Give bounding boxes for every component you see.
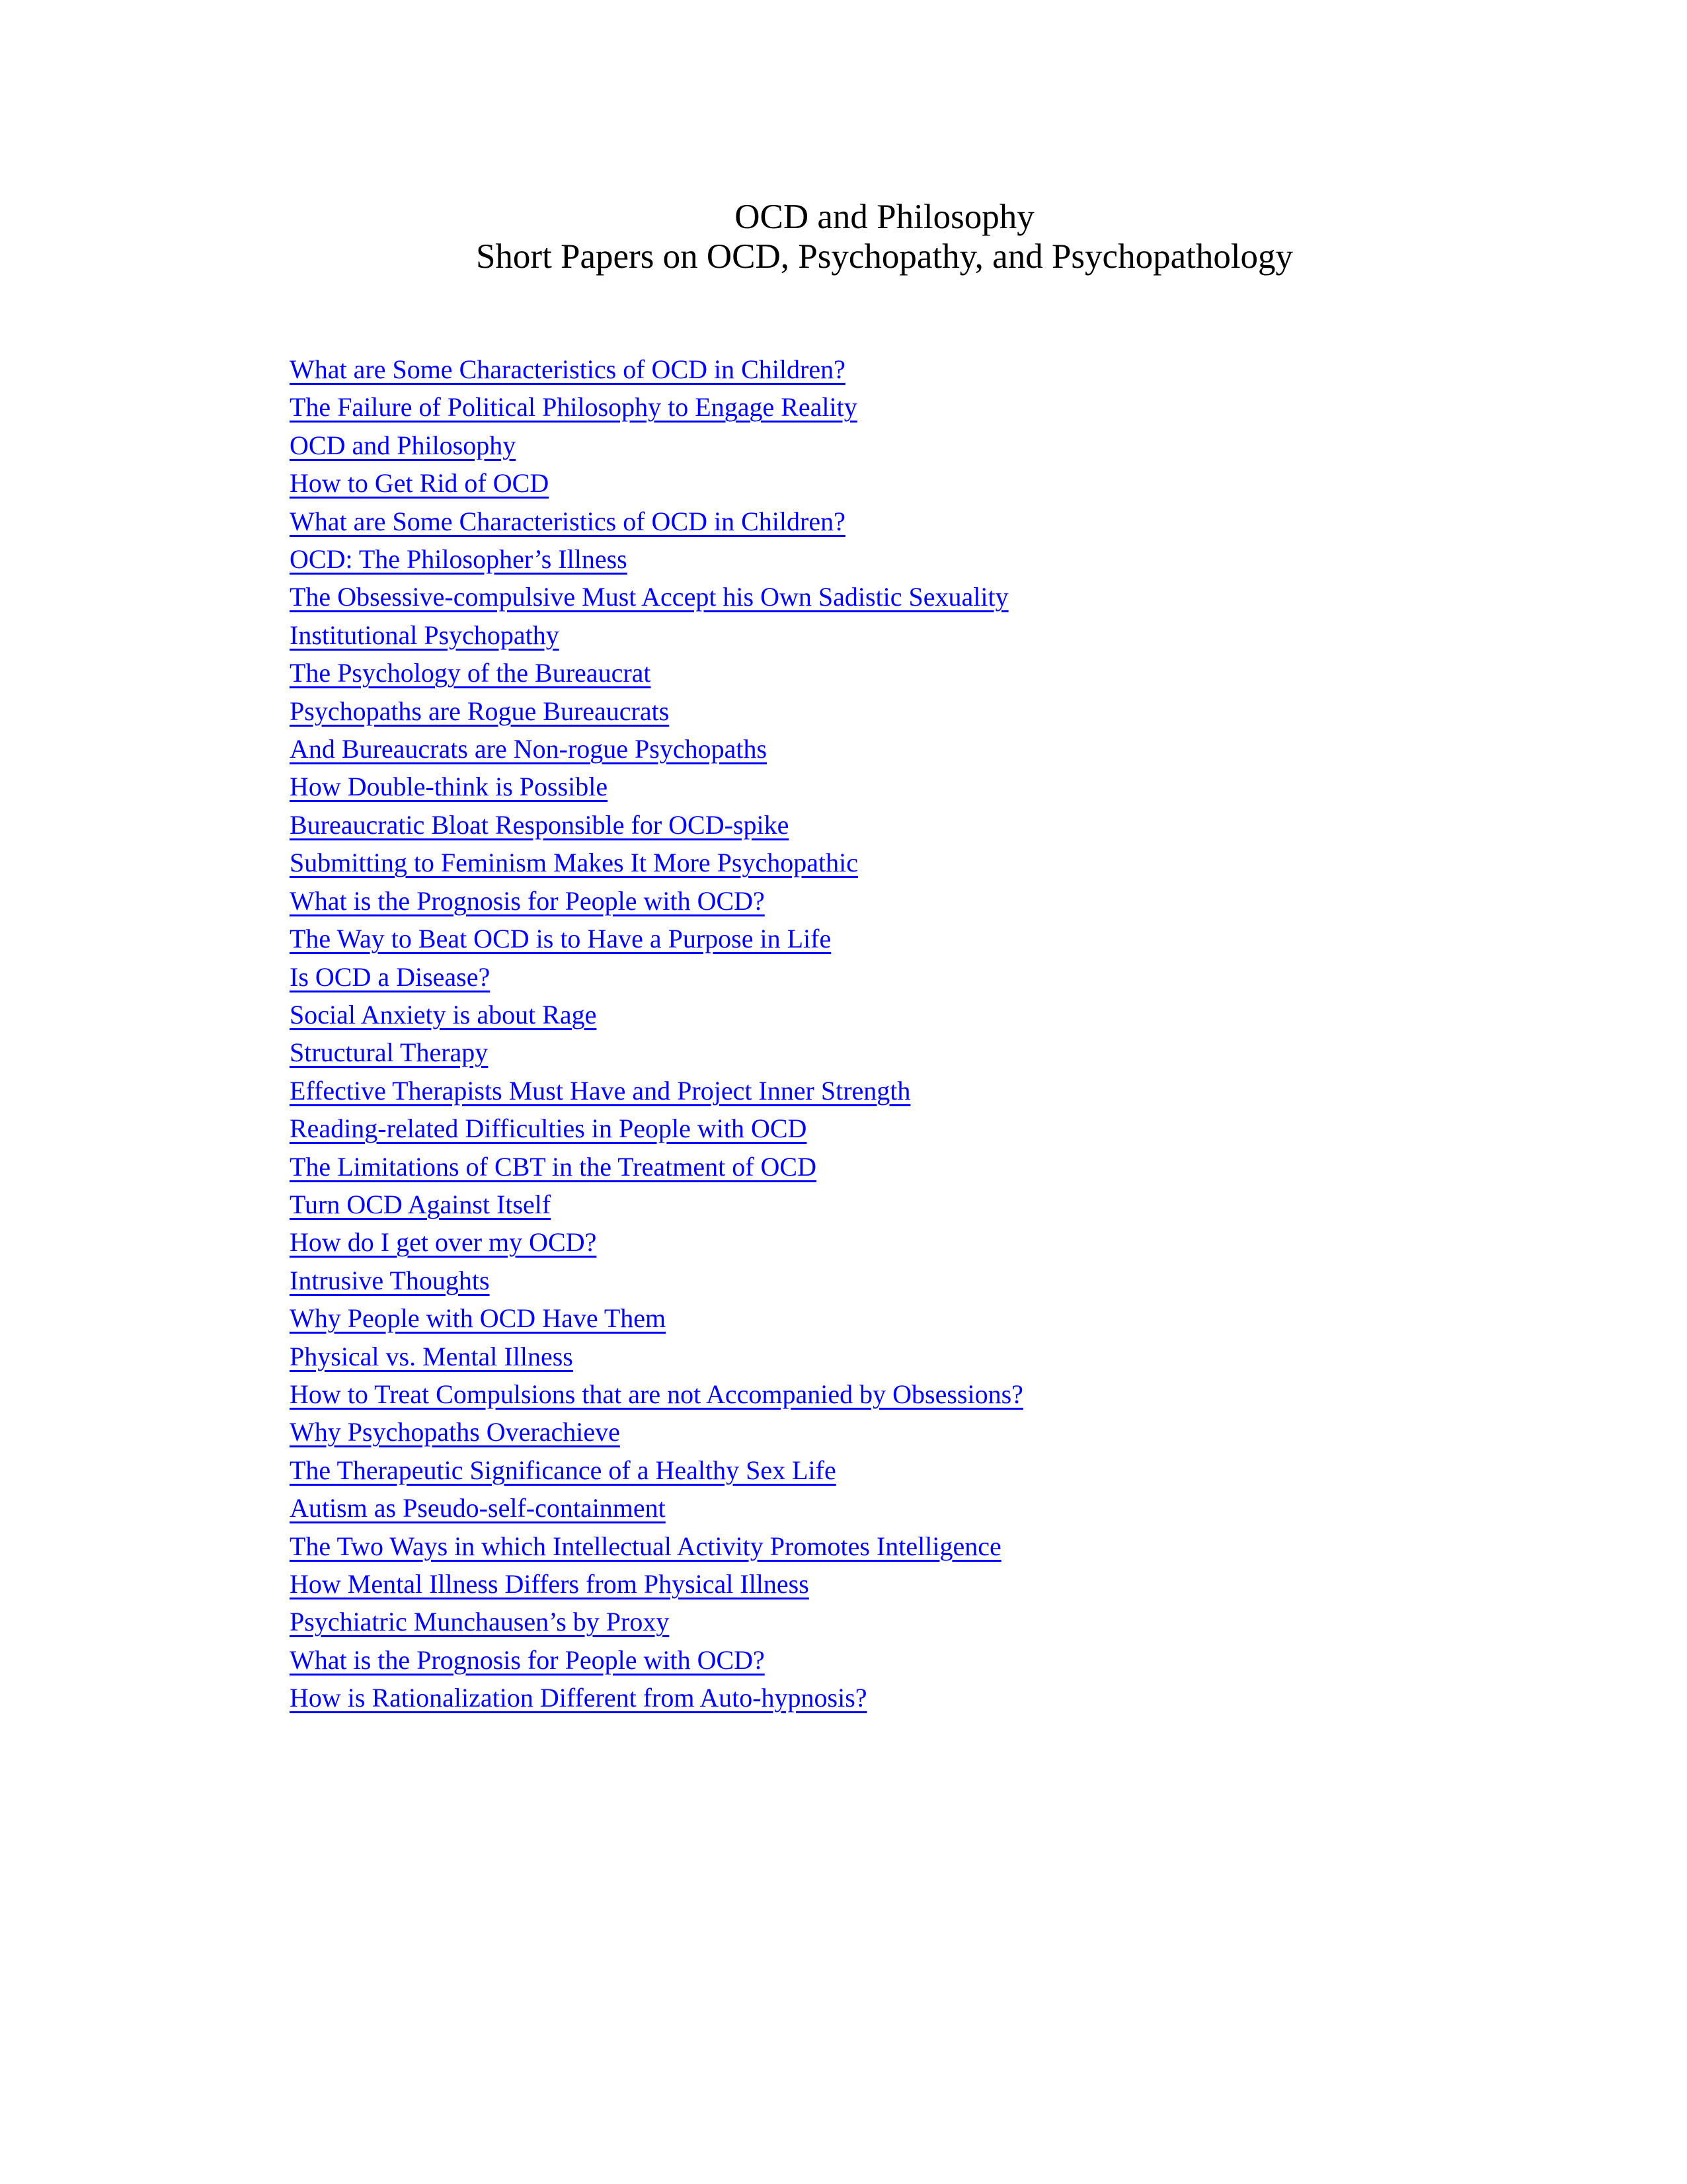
- toc-link[interactable]: Intrusive Thoughts: [290, 1265, 490, 1295]
- toc-link[interactable]: Is OCD a Disease?: [290, 961, 490, 992]
- toc-link[interactable]: How to Get Rid of OCD: [290, 468, 549, 499]
- toc-link[interactable]: Why Psychopaths Overachieve: [290, 1417, 620, 1447]
- toc-link[interactable]: What are Some Characteristics of OCD in Children?: [290, 354, 845, 384]
- document-title-line-2: Short Papers on OCD, Psychopathy, and Psychopathology: [475, 237, 1294, 276]
- toc-link[interactable]: The Therapeutic Significance of a Healthy Sex Life: [290, 1455, 836, 1485]
- toc-link[interactable]: Turn OCD Against Itself: [290, 1189, 551, 1219]
- toc-link[interactable]: How do I get over my OCD?: [290, 1227, 597, 1258]
- toc-link[interactable]: Psychiatric Munchausen’s by Proxy: [290, 1607, 670, 1637]
- toc-list: [290, 350, 1546, 1717]
- toc-link[interactable]: What are Some Characteristics of OCD in Children?: [290, 506, 845, 536]
- toc-link[interactable]: The Two Ways in which Intellectual Activity Promotes Intelligence: [290, 1531, 1001, 1561]
- document-title-line-1: OCD and Philosophy: [734, 198, 1035, 236]
- toc-link[interactable]: Psychopaths are Rogue Bureaucrats: [290, 696, 670, 726]
- toc-link[interactable]: And Bureaucrats are Non-rogue Psychopaths: [290, 734, 767, 764]
- toc-link[interactable]: How Mental Illness Differs from Physical Illness: [290, 1569, 809, 1599]
- toc-link[interactable]: What is the Prognosis for People with OCD?: [290, 885, 765, 916]
- toc-link[interactable]: The Way to Beat OCD is to Have a Purpose in Life: [290, 924, 832, 954]
- toc-link[interactable]: Effective Therapists Must Have and Project Inner Strength: [290, 1075, 911, 1106]
- toc-link[interactable]: The Limitations of CBT in the Treatment of OCD: [290, 1151, 816, 1182]
- toc-link[interactable]: Submitting to Feminism Makes It More Psychopathic: [290, 848, 858, 878]
- toc-link[interactable]: Autism as Pseudo-self-containment: [290, 1493, 666, 1523]
- toc-link[interactable]: The Failure of Political Philosophy to Engage Reality: [290, 392, 857, 423]
- document-title: [290, 197, 1479, 276]
- toc-link[interactable]: Bureaucratic Bloat Responsible for OCD-spike: [290, 809, 789, 840]
- toc-link[interactable]: How to Treat Compulsions that are not Accompanied by Obsessions?: [290, 1379, 1023, 1409]
- toc-link[interactable]: OCD and Philosophy: [290, 430, 516, 460]
- toc-link[interactable]: How is Rationalization Different from Auto-hypnosis?: [290, 1683, 867, 1713]
- toc-link[interactable]: Reading-related Difficulties in People with OCD: [290, 1113, 807, 1144]
- toc-link[interactable]: Why People with OCD Have Them: [290, 1303, 666, 1334]
- toc-link[interactable]: What is the Prognosis for People with OCD?: [290, 1644, 765, 1675]
- toc-link[interactable]: Social Anxiety is about Rage: [290, 999, 597, 1030]
- toc-link[interactable]: Institutional Psychopathy: [290, 620, 559, 650]
- toc-link[interactable]: Physical vs. Mental Illness: [290, 1341, 573, 1371]
- toc-link[interactable]: How Double-think is Possible: [290, 772, 608, 802]
- toc-link[interactable]: OCD: The Philosopher’s Illness: [290, 544, 627, 575]
- toc-link[interactable]: Structural Therapy: [290, 1037, 489, 1068]
- toc-link[interactable]: The Obsessive-compulsive Must Accept his Own Sadistic Sexuality: [290, 582, 1009, 612]
- toc-link[interactable]: The Psychology of the Bureaucrat: [290, 658, 651, 688]
